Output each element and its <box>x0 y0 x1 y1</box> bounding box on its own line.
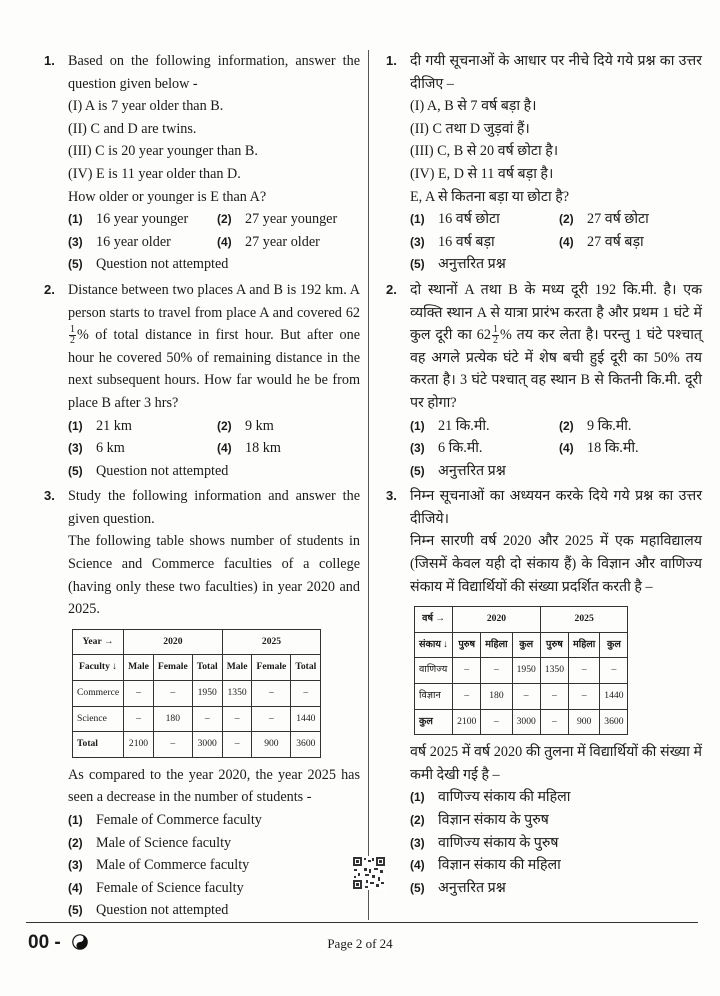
table-row <box>73 732 321 758</box>
table-cell: – <box>540 709 568 735</box>
option-text: 27 वर्ष बड़ा <box>587 233 644 250</box>
option-number: (5) <box>68 903 83 918</box>
year-header: वर्ष → <box>415 607 453 633</box>
option-1[interactable] <box>68 415 211 438</box>
question-ask: How older or younger is E than A? <box>68 188 267 205</box>
option-text: 9 km <box>245 417 274 434</box>
option-number: (3) <box>68 858 83 873</box>
option-text: 27 year older <box>245 233 320 250</box>
option-number: (1) <box>68 418 83 433</box>
option-4[interactable] <box>559 437 702 460</box>
option-text: 21 km <box>96 417 132 434</box>
option-number: (1) <box>410 212 425 227</box>
question-number: 3. <box>44 488 55 504</box>
option-number: (2) <box>559 418 574 433</box>
table-row <box>415 658 628 684</box>
option-4[interactable] <box>217 231 360 254</box>
fraction-numerator: 1 <box>492 324 498 336</box>
fraction <box>69 325 76 346</box>
option-text: Male of Science faculty <box>96 834 232 851</box>
option-3[interactable] <box>410 832 702 855</box>
percent-whole: 62 <box>476 327 491 344</box>
table-cell: – <box>153 681 192 707</box>
table-cell: – <box>252 706 291 732</box>
option-text: Question not attempted <box>96 256 229 273</box>
option-text: अनुत्तरित प्रश्न <box>438 879 506 896</box>
option-text: 6 कि.मी. <box>438 440 483 457</box>
year-2025-header: 2025 <box>540 607 628 633</box>
fraction <box>492 325 499 346</box>
table-cell: – <box>291 681 321 707</box>
option-number: (5) <box>68 463 83 478</box>
year-header: Year → <box>73 629 124 655</box>
fact-line: (IV) E is 11 year older than D. <box>68 165 241 182</box>
table-cell: 1950 <box>512 658 540 684</box>
option-number: (3) <box>410 234 425 249</box>
option-number: (4) <box>559 441 574 456</box>
option-text: Female of Science faculty <box>96 879 244 896</box>
fact-line: (I) A is 7 year older than B. <box>68 98 224 115</box>
option-text: अनुत्तरित प्रश्न <box>438 256 506 273</box>
option-1[interactable] <box>68 208 211 231</box>
option-3[interactable] <box>68 437 211 460</box>
option-number: (4) <box>68 880 83 895</box>
table-cell: 900 <box>568 709 599 735</box>
options-list <box>68 415 360 483</box>
option-number: (2) <box>410 813 425 827</box>
option-number: (1) <box>68 813 83 827</box>
stem-part: % of total distance in first hour. But after one hour he covered 50% of remaining distance in the next subsequent hours. How far would he be from place B after 3 hrs? <box>68 327 360 411</box>
option-3[interactable] <box>68 854 360 877</box>
column-header: महिला <box>481 632 512 658</box>
stem-part: Distance between two places A and B is 192 km. A person starts to travel from place A and covered <box>68 281 360 321</box>
column-header: Total <box>291 655 321 681</box>
table-cell: 3000 <box>192 732 222 758</box>
option-number: (3) <box>410 835 425 850</box>
question-stem: Study the following information and answer the given question. <box>68 488 360 527</box>
column-divider <box>368 50 369 920</box>
table-cell: – <box>153 732 192 758</box>
table-row <box>73 706 321 732</box>
table-cell: 180 <box>153 706 192 732</box>
fact-line: (I) A, B से 7 वर्ष बड़ा है। <box>410 98 537 115</box>
column-header: पुरुष <box>540 632 568 658</box>
row-label: कुल <box>415 709 453 735</box>
option-3[interactable] <box>410 231 553 254</box>
option-text: 9 कि.मी. <box>587 417 632 434</box>
option-5[interactable] <box>410 460 702 483</box>
option-text: 27 वर्ष छोटा <box>587 211 649 228</box>
table-cell: – <box>600 658 628 684</box>
row-label: वाणिज्य <box>415 658 453 684</box>
option-number: (2) <box>68 835 83 850</box>
option-2[interactable] <box>559 415 702 438</box>
option-text: 27 year younger <box>245 211 338 228</box>
table-cell: – <box>453 658 481 684</box>
option-text: विज्ञान संकाय की महिला <box>438 857 561 874</box>
table-cell: – <box>568 658 599 684</box>
table-cell: – <box>252 681 291 707</box>
question-number: 1. <box>44 53 55 68</box>
option-text: 18 कि.मी. <box>587 440 639 457</box>
fact-line: (II) C and D are twins. <box>68 120 197 137</box>
table-cell: – <box>481 658 512 684</box>
row-label: विज्ञान <box>415 684 453 710</box>
table-cell: – <box>124 706 154 732</box>
option-5[interactable] <box>410 253 702 276</box>
table-cell: – <box>512 684 540 710</box>
option-1[interactable] <box>68 809 360 832</box>
option-5[interactable] <box>68 253 360 276</box>
table-row <box>415 709 628 735</box>
column-header: Male <box>124 655 154 681</box>
fraction-numerator: 1 <box>70 324 75 336</box>
option-4[interactable] <box>410 854 702 877</box>
option-2[interactable] <box>68 832 360 855</box>
footer-rule <box>26 922 698 923</box>
option-text: 21 कि.मी. <box>438 417 490 434</box>
question-stem <box>410 279 702 415</box>
question-number: 2. <box>44 281 55 297</box>
column-header: महिला <box>568 632 599 658</box>
option-3[interactable] <box>410 437 553 460</box>
fact-line: (II) C तथा D जुड़वां हैं। <box>410 120 530 137</box>
option-2[interactable] <box>559 208 702 231</box>
option-text: अनुत्तरित प्रश्न <box>438 462 506 479</box>
question-intro: निम्न सारणी वर्ष 2020 और 2025 में एक महाविद्यालय (जिसमें केवल यही दो संकाय हैं) के विज्ञान और वाणिज्य संकाय में विद्यार्थियों की संख्या प्रदर्शित करती है – <box>410 533 702 595</box>
option-number: (3) <box>68 234 83 249</box>
table-cell: 1350 <box>540 658 568 684</box>
option-number: (4) <box>217 234 232 249</box>
table-cell: – <box>222 706 252 732</box>
question-number: 3. <box>386 488 397 504</box>
percent-whole: 62 <box>345 304 360 321</box>
option-number: (4) <box>410 858 425 873</box>
year-2020-header: 2020 <box>453 607 541 633</box>
option-number: (3) <box>68 441 83 456</box>
fact-line: (III) C, B से 20 वर्ष छोटा है। <box>410 143 559 160</box>
option-2[interactable] <box>217 208 360 231</box>
question-ask: वर्ष 2025 में वर्ष 2020 की तुलना में विद्यार्थियों की संख्या में कमी देखी गई है – <box>410 744 702 783</box>
column-header: Female <box>153 655 192 681</box>
hindi-column <box>380 50 702 902</box>
option-number: (1) <box>410 418 425 433</box>
option-2[interactable] <box>410 809 702 832</box>
option-4[interactable] <box>68 877 360 900</box>
paper-code: 00 - <box>28 932 61 953</box>
option-text: 16 year older <box>96 233 171 250</box>
table-cell: – <box>124 681 154 707</box>
question-1-hi <box>380 50 702 276</box>
year-2020-header: 2020 <box>124 629 223 655</box>
question-stem: दी गयी सूचनाओं के आधार पर नीचे दिये गये प्रश्न का उत्तर दीजिए – <box>410 53 702 92</box>
table-cell: – <box>192 706 222 732</box>
option-5[interactable] <box>410 877 702 900</box>
fraction-denominator: 2 <box>492 335 498 347</box>
column-header: Female <box>252 655 291 681</box>
options-list <box>410 208 702 276</box>
option-3[interactable] <box>68 231 211 254</box>
option-number: (2) <box>559 212 574 227</box>
option-number: (1) <box>410 790 425 805</box>
question-intro: The following table shows number of students in Science and Commerce faculties of a college (having only these two faculties) in year 2020 and 2025. <box>68 533 360 618</box>
options-list <box>68 809 360 922</box>
fact-line: (IV) E, D से 11 वर्ष बड़ा है। <box>410 165 554 182</box>
table-cell: 1440 <box>291 706 321 732</box>
question-stem <box>68 279 360 415</box>
options-list <box>410 415 702 483</box>
table-cell: – <box>568 684 599 710</box>
question-2-en <box>38 279 360 482</box>
table-cell: 3600 <box>291 732 321 758</box>
options-list <box>68 208 360 276</box>
column-header: पुरुष <box>453 632 481 658</box>
column-header: Male <box>222 655 252 681</box>
option-text: वाणिज्य संकाय की महिला <box>438 789 571 806</box>
english-column <box>38 50 360 925</box>
question-stem: निम्न सूचनाओं का अध्ययन करके दिये गये प्रश्न का उत्तर दीजिये। <box>410 488 702 527</box>
question-3-en <box>38 485 360 922</box>
table-cell: 1350 <box>222 681 252 707</box>
option-text: Question not attempted <box>96 902 229 919</box>
year-2025-header: 2025 <box>222 629 321 655</box>
row-label: Total <box>73 732 124 758</box>
option-number: (1) <box>68 212 83 227</box>
option-text: Male of Commerce faculty <box>96 857 250 874</box>
question-stem: Based on the following information, answer the question given below - <box>68 53 360 92</box>
fraction-denominator: 2 <box>70 335 75 347</box>
table-cell: 1440 <box>600 684 628 710</box>
qr-code-icon <box>352 856 386 890</box>
page-number: Page 2 of 24 <box>327 936 393 951</box>
option-2[interactable] <box>217 415 360 438</box>
option-number: (5) <box>410 257 425 272</box>
table-cell: 180 <box>481 684 512 710</box>
option-text: 16 वर्ष बड़ा <box>438 233 495 250</box>
option-4[interactable] <box>559 231 702 254</box>
column-header: कुल <box>600 632 628 658</box>
table-cell: – <box>540 684 568 710</box>
question-2-hi <box>380 279 702 482</box>
table-cell: 900 <box>252 732 291 758</box>
option-1[interactable] <box>410 208 553 231</box>
option-text: वाणिज्य संकाय के पुरुष <box>438 834 559 851</box>
option-text: 16 year younger <box>96 211 189 228</box>
option-5[interactable] <box>68 899 360 922</box>
option-number: (4) <box>217 441 232 456</box>
row-label: Science <box>73 706 124 732</box>
faculty-header: Faculty ↓ <box>73 655 124 681</box>
option-text: 6 km <box>96 440 125 457</box>
students-table <box>414 606 628 735</box>
option-number: (4) <box>559 234 574 249</box>
stem-part: % तय कर लेता है। परन्तु 1 घंटे पश्चात् वह अगले प्रत्येक घंटे में शेष बची हुई दूरी का 50% तय करता है। 3 घंटे पश्चात् वह स्थान B से कितनी कि.मी. दूरी पर होगा? <box>410 327 702 411</box>
option-number: (5) <box>68 257 83 272</box>
fact-line: (III) C is 20 year younger than B. <box>68 143 258 160</box>
option-text: Question not attempted <box>96 462 229 479</box>
stem-part: दो स्थानों A तथा B के मध्य दूरी 192 कि.मी. है। एक व्यक्ति स्थान A से यात्रा प्रारंभ करता है और प्रथम 1 घंटे में कुल दूरी का <box>410 281 702 344</box>
question-1-en <box>38 50 360 276</box>
table-cell: 2100 <box>453 709 481 735</box>
table-cell: – <box>481 709 512 735</box>
option-text: Female of Commerce faculty <box>96 812 262 828</box>
table-cell: 1950 <box>192 681 222 707</box>
option-4[interactable] <box>217 437 360 460</box>
column-header: Total <box>192 655 222 681</box>
table-row <box>73 681 321 707</box>
faculty-header: संकाय ↓ <box>415 632 453 658</box>
table-cell: – <box>453 684 481 710</box>
table-cell: 2100 <box>124 732 154 758</box>
table-cell: – <box>222 732 252 758</box>
table-cell: 3000 <box>512 709 540 735</box>
question-number: 2. <box>386 281 397 297</box>
row-label: Commerce <box>73 681 124 707</box>
option-number: (2) <box>217 418 232 433</box>
table-row <box>415 684 628 710</box>
column-header: कुल <box>512 632 540 658</box>
option-number: (5) <box>410 463 425 478</box>
option-number: (3) <box>410 441 425 456</box>
option-number: (2) <box>217 212 232 227</box>
table-cell: 3600 <box>600 709 628 735</box>
option-text: 18 km <box>245 440 281 457</box>
question-number: 1. <box>386 53 397 68</box>
question-ask: E, A से कितना बड़ा या छोटा है? <box>410 188 570 205</box>
option-1[interactable] <box>410 786 702 809</box>
options-list <box>410 786 702 899</box>
option-5[interactable] <box>68 460 360 483</box>
students-table <box>72 629 321 758</box>
question-ask: As compared to the year 2020, the year 2025 has seen a decrease in the number of students - <box>68 766 360 806</box>
option-text: विज्ञान संकाय के पुरुष <box>438 812 549 828</box>
option-1[interactable] <box>410 415 553 438</box>
question-3-hi <box>380 485 702 899</box>
option-text: 16 वर्ष छोटा <box>438 211 500 228</box>
option-number: (5) <box>410 880 425 895</box>
